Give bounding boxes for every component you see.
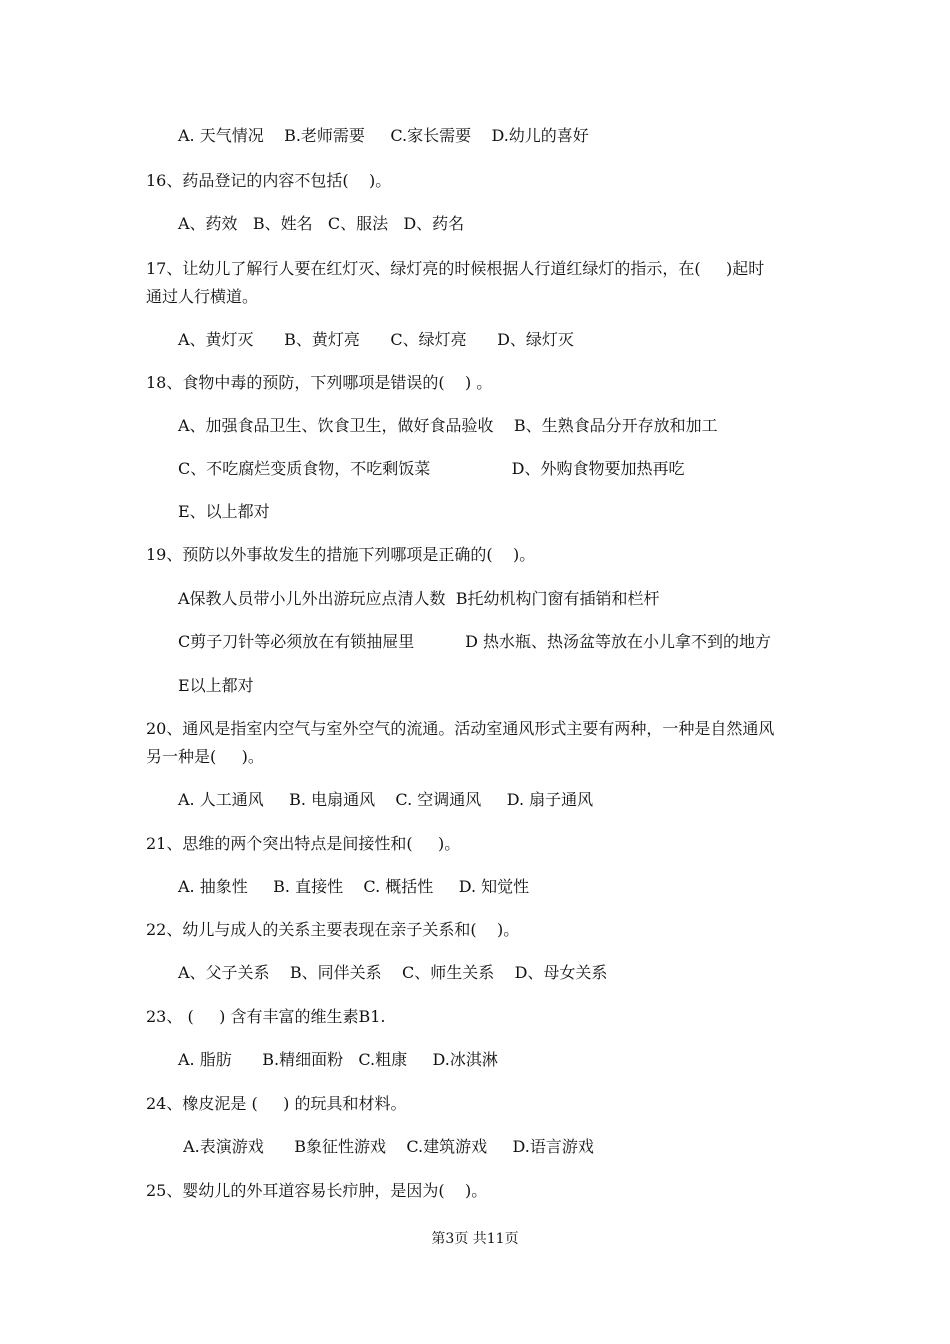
question-line: 通过人行横道。 [146,287,259,306]
question-line: 21、思维的两个突出特点是间接性和( )。 [146,834,461,853]
question-line: 23、 ( ) 含有丰富的维生素B1. [146,1007,386,1026]
question-line: 20、通风是指室内空气与室外空气的流通。活动室通风形式主要有两种，一种是自然通风 [146,719,775,738]
question-line: 17、让幼儿了解行人要在红灯灭、绿灯亮的时候根据人行道红绿灯的指示，在( )起时 [146,259,765,278]
question-line: 18、食物中毒的预防，下列哪项是错误的( ) 。 [146,373,493,392]
option-line: A、加强食品卫生、饮食卫生，做好食品验收 B、生熟食品分开存放和加工 [178,416,718,435]
question-line: 22、幼儿与成人的关系主要表现在亲子关系和( )。 [146,920,520,939]
question-line: 24、橡皮泥是 ( ) 的玩具和材料。 [146,1094,407,1113]
option-line: C剪子刀针等必须放在有锁抽屉里 D 热水瓶、热汤盆等放在小儿拿不到的地方 [178,632,772,651]
option-line: E以上都对 [178,676,254,695]
option-line: A. 抽象性 B. 直接性 C. 概括性 D. 知觉性 [178,877,530,896]
option-line: A、黄灯灭 B、黄灯亮 C、绿灯亮 D、绿灯灭 [178,330,574,349]
question-line: 另一种是( )。 [146,747,264,766]
option-line: E、以上都对 [178,502,270,521]
option-line: A. 人工通风 B. 电扇通风 C. 空调通风 D. 扇子通风 [178,790,594,809]
question-line: 19、预防以外事故发生的措施下列哪项是正确的( )。 [146,545,536,564]
option-line: A. 天气情况 B.老师需要 C.家长需要 D.幼儿的喜好 [178,126,589,145]
option-line: C、不吃腐烂变质食物，不吃剩饭菜 D、外购食物要加热再吃 [178,459,685,478]
option-line: A、父子关系 B、同伴关系 C、师生关系 D、母女关系 [178,963,608,982]
question-line: 16、药品登记的内容不包括( )。 [146,171,392,190]
question-line: 25、婴幼儿的外耳道容易长疖肿，是因为( )。 [146,1181,488,1200]
option-line: A. 脂肪 B.精细面粉 C.粗康 D.冰淇淋 [178,1050,498,1069]
option-line: A、药效 B、姓名 C、服法 D、药名 [178,214,465,233]
option-line: A.表演游戏 B象征性游戏 C.建筑游戏 D.语言游戏 [178,1137,594,1156]
page-footer: 第3页 共11页 [431,1231,519,1247]
option-line: A保教人员带小儿外出游玩应点清人数 B托幼机构门窗有插销和栏杆 [178,589,660,608]
